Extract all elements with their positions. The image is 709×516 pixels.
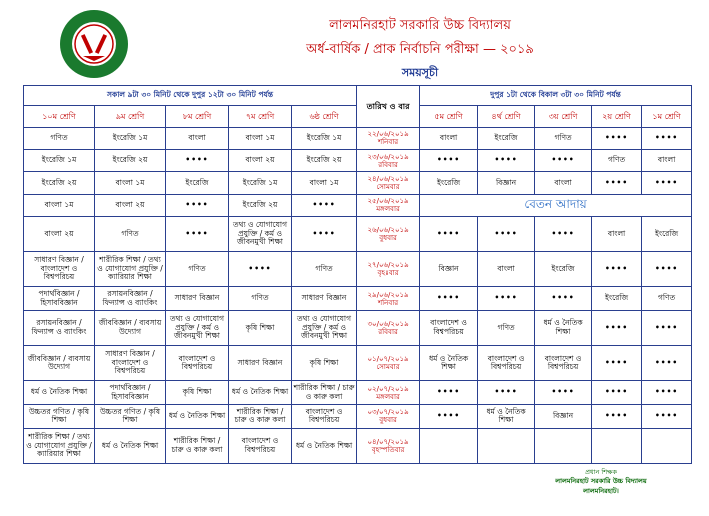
schedule-cell: •••• bbox=[292, 194, 357, 216]
schedule-cell: বাংলা ২য় bbox=[24, 217, 95, 252]
exam-day: রবিবার bbox=[378, 328, 398, 337]
schedule-cell: •••• bbox=[592, 311, 642, 346]
schedule-cell: রসায়নবিজ্ঞান / ফিন্যান্স ও ব্যাংকিং bbox=[24, 311, 95, 346]
schedule-cell: •••• bbox=[478, 381, 535, 405]
schedule-cell: ধর্ম ও নৈতিক শিক্ষা bbox=[535, 311, 592, 346]
schedule-cell: তথ্য ও যোগাযোগ প্রযুক্তি / কর্ম ও জীবনমুখী শিক্ষা bbox=[229, 217, 292, 252]
schedule-cell: ইংরেজি ২য় bbox=[95, 150, 166, 172]
class-header: ৭ম শ্রেণি bbox=[229, 105, 292, 127]
schedule-cell: রসায়নবিজ্ঞান / ফিন্যান্স ও ব্যাংকিং bbox=[95, 287, 166, 311]
date-cell bbox=[357, 428, 420, 463]
schedule-cell: •••• bbox=[420, 381, 478, 405]
schedule-cell: গণিত bbox=[166, 252, 229, 287]
exam-day: বৃহঃবার bbox=[377, 269, 399, 278]
exam-day: রবিবার bbox=[378, 160, 398, 169]
schedule-cell: •••• bbox=[535, 150, 592, 172]
schedule-cell: ইংরেজি ২য় bbox=[229, 194, 292, 216]
schedule-cell: •••• bbox=[166, 217, 229, 252]
schedule-cell: •••• bbox=[420, 405, 478, 429]
schedule-cell: ইংরেজি bbox=[478, 127, 535, 149]
schedule-cell: গণিত bbox=[24, 127, 95, 149]
schedule-cell: •••• bbox=[420, 150, 478, 172]
school-name: লালমনিরহাট সরকারি উচ্চ বিদ্যালয় bbox=[329, 18, 511, 33]
schedule-cell: বাংলাদেশ ও বিশ্বপরিচয় bbox=[166, 346, 229, 381]
schedule-row bbox=[24, 311, 692, 346]
schedule-cell: •••• bbox=[642, 311, 692, 346]
schedule-cell: বাংলা ১ম bbox=[229, 127, 292, 149]
class-header: ২য় শ্রেণি bbox=[592, 105, 642, 127]
class-header: ৮ম শ্রেণি bbox=[166, 105, 229, 127]
schedule-cell: •••• bbox=[642, 127, 692, 149]
date-cell bbox=[357, 252, 420, 287]
schedule-cell: জীববিজ্ঞান / ব্যবসায় উদ্যোগ bbox=[95, 311, 166, 346]
schedule-cell: •••• bbox=[478, 287, 535, 311]
schedule-cell: বাংলা bbox=[592, 217, 642, 252]
schedule-cell: তথ্য ও যোগাযোগ প্রযুক্তি / কর্ম ও জীবনমুখী শিক্ষা bbox=[292, 311, 357, 346]
date-cell bbox=[357, 346, 420, 381]
date-cell bbox=[357, 150, 420, 172]
schedule-cell: ইংরেজি ২য় bbox=[292, 150, 357, 172]
exam-day: বৃহস্পতিবার bbox=[371, 445, 405, 454]
date-cell bbox=[357, 287, 420, 311]
exam-day: শনিবার bbox=[378, 298, 399, 307]
signature-school: লালমনিরহাট সরকারি উচ্চ বিদ্যালয় bbox=[555, 477, 647, 486]
schedule-cell: ইংরেজি bbox=[535, 252, 592, 287]
schedule-cell: •••• bbox=[478, 150, 535, 172]
schedule-cell: গণিত bbox=[642, 287, 692, 311]
school-logo bbox=[53, 8, 135, 80]
schedule-cell: কৃষি শিক্ষা bbox=[166, 381, 229, 405]
schedule-cell bbox=[478, 428, 535, 463]
schedule-cell: •••• bbox=[292, 217, 357, 252]
exam-date: ৩০/০৬/২০১৯ bbox=[367, 320, 409, 328]
exam-date: ২৯/০৬/২০১৯ bbox=[367, 290, 409, 299]
class-header: ৪র্থ শ্রেণি bbox=[478, 105, 535, 127]
schedule-row bbox=[24, 252, 692, 287]
schedule-cell: বাংলা bbox=[166, 127, 229, 149]
schedule-cell: বাংলা bbox=[535, 172, 592, 194]
exam-day: মঙ্গলবার bbox=[376, 205, 400, 214]
schedule-cell: •••• bbox=[592, 405, 642, 429]
date-day-header: তারিখ ও বার bbox=[357, 86, 420, 128]
exam-day: সোমবার bbox=[376, 183, 400, 192]
schedule-cell: বাংলা bbox=[478, 252, 535, 287]
exam-day: বুধবার bbox=[379, 234, 397, 243]
schedule-title: সময়সূচী bbox=[401, 66, 439, 79]
exam-date: ২৭/০৬/২০১৯ bbox=[367, 261, 409, 270]
schedule-row bbox=[24, 405, 692, 429]
schedule-cell: ধর্ম ও নৈতিক শিক্ষা bbox=[420, 346, 478, 381]
schedule-cell: ইংরেজি ১ম bbox=[24, 150, 95, 172]
schedule-cell: জীববিজ্ঞান / ব্যবসায় উদ্যোগ bbox=[24, 346, 95, 381]
date-cell bbox=[357, 311, 420, 346]
schedule-cell bbox=[642, 428, 692, 463]
schedule-cell: কৃষি শিক্ষা bbox=[292, 346, 357, 381]
schedule-cell: •••• bbox=[420, 217, 478, 252]
schedule-cell: ধর্ম ও নৈতিক শিক্ষা bbox=[292, 428, 357, 463]
schedule-cell bbox=[535, 428, 592, 463]
schedule-cell: •••• bbox=[592, 172, 642, 194]
schedule-cell: ইংরেজি ১ম bbox=[229, 172, 292, 194]
exam-day: মঙ্গলবার bbox=[376, 392, 400, 401]
schedule-cell: সাধারণ বিজ্ঞান / বাংলাদেশ ও বিশ্বপরিচয় bbox=[24, 252, 95, 287]
exam-date: ০৩/০৭/২০১৯ bbox=[367, 408, 409, 417]
schedule-cell: ধর্ম ও নৈতিক শিক্ষা bbox=[166, 405, 229, 429]
schedule-cell: শারীরিক শিক্ষা / চারু ও কারু কলা bbox=[292, 381, 357, 405]
signature-place: লালমনিরহাট। bbox=[583, 486, 619, 495]
schedule-cell: •••• bbox=[535, 287, 592, 311]
schedule-cell: শারীরিক শিক্ষা / তথ্য ও যোগাযোগ প্রযুক্তি / ক্যারিয়ার শিক্ষা bbox=[24, 428, 95, 463]
schedule-cell: গণিত bbox=[292, 252, 357, 287]
schedule-cell: •••• bbox=[642, 381, 692, 405]
date-cell bbox=[357, 381, 420, 405]
exam-date: ২৫/০৬/২০১৯ bbox=[367, 197, 409, 206]
schedule-cell: শারীরিক শিক্ষা / তথ্য ও যোগাযোগ প্রযুক্তি / ক্যারিয়ার শিক্ষা bbox=[95, 252, 166, 287]
schedule-cell: •••• bbox=[642, 172, 692, 194]
class-header: ৩য় শ্রেণি bbox=[535, 105, 592, 127]
exam-schedule-table bbox=[23, 85, 692, 464]
schedule-cell: পদার্থবিজ্ঞান / হিসাববিজ্ঞান bbox=[24, 287, 95, 311]
exam-day: বুধবার bbox=[379, 416, 397, 425]
class-header: ৯ম শ্রেণি bbox=[95, 105, 166, 127]
signature-block bbox=[526, 468, 676, 496]
schedule-cell: •••• bbox=[166, 194, 229, 216]
schedule-cell: ধর্ম ও নৈতিক শিক্ষা bbox=[478, 405, 535, 429]
schedule-cell: বাংলাদেশ ও বিশ্বপরিচয় bbox=[420, 311, 478, 346]
schedule-row bbox=[24, 172, 692, 194]
afternoon-session-header: দুপুর ১টা থেকে বিকাল ৩টা ৩০ মিনিট পর্যন্ত bbox=[420, 86, 692, 106]
schedule-row bbox=[24, 217, 692, 252]
schedule-cell: বাংলা ১ম bbox=[95, 172, 166, 194]
schedule-cell: সাধারণ বিজ্ঞান bbox=[229, 346, 292, 381]
schedule-cell: গণিত bbox=[229, 287, 292, 311]
exam-date: ২৪/০৬/২০১৯ bbox=[367, 175, 409, 184]
schedule-cell: ইংরেজি ১ম bbox=[292, 127, 357, 149]
schedule-cell: তথ্য ও যোগাযোগ প্রযুক্তি / কর্ম ও জীবনমুখী শিক্ষা bbox=[166, 311, 229, 346]
schedule-cell: বাংলাদেশ ও বিশ্বপরিচয় bbox=[292, 405, 357, 429]
schedule-cell: •••• bbox=[420, 287, 478, 311]
schedule-cell: •••• bbox=[166, 150, 229, 172]
schedule-cell: •••• bbox=[642, 252, 692, 287]
schedule-cell: শারীরিক শিক্ষা / চারু ও কারু কলা bbox=[229, 405, 292, 429]
date-cell bbox=[357, 127, 420, 149]
schedule-cell: উচ্চতর গণিত / কৃষি শিক্ষা bbox=[24, 405, 95, 429]
schedule-cell: পদার্থবিজ্ঞান / হিসাববিজ্ঞান bbox=[95, 381, 166, 405]
schedule-row bbox=[24, 150, 692, 172]
exam-title: অর্ধ-বার্ষিক / প্রাক নির্বাচনি পরীক্ষা — ২০১৯ bbox=[306, 42, 534, 57]
schedule-cell: বাংলাদেশ ও বিশ্বপরিচয় bbox=[535, 346, 592, 381]
schedule-cell: •••• bbox=[592, 381, 642, 405]
schedule-cell: •••• bbox=[592, 346, 642, 381]
exam-date: ২৬/০৬/২০১৯ bbox=[367, 226, 409, 235]
class-header: ১০ম শ্রেণি bbox=[24, 105, 95, 127]
exam-date: ২৩/০৬/২০১৯ bbox=[367, 152, 409, 161]
session-header-row bbox=[24, 86, 692, 106]
date-cell bbox=[357, 172, 420, 194]
schedule-row bbox=[24, 127, 692, 149]
schedule-cell: বাংলা ১ম bbox=[292, 172, 357, 194]
exam-date: ০২/০৭/২০১৯ bbox=[367, 384, 409, 393]
schedule-cell: গণিত bbox=[478, 311, 535, 346]
schedule-cell: বাংলা bbox=[642, 150, 692, 172]
schedule-cell: ইংরেজি ২য় bbox=[24, 172, 95, 194]
schedule-cell: •••• bbox=[592, 252, 642, 287]
schedule-cell bbox=[592, 428, 642, 463]
class-header: ৫ম শ্রেণি bbox=[420, 105, 478, 127]
schedule-row bbox=[24, 428, 692, 463]
schedule-cell: গণিত bbox=[592, 150, 642, 172]
schedule-cell: ধর্ম ও নৈতিক শিক্ষা bbox=[24, 381, 95, 405]
exam-date: ০৪/০৭/২০১৯ bbox=[367, 437, 409, 446]
schedule-cell: বাংলা ২য় bbox=[95, 194, 166, 216]
schedule-cell: বাংলাদেশ ও বিশ্বপরিচয় bbox=[478, 346, 535, 381]
date-cell bbox=[357, 194, 420, 216]
schedule-cell: বাংলা ২য় bbox=[229, 150, 292, 172]
schedule-cell: ইংরেজি bbox=[592, 287, 642, 311]
schedule-cell: সাধারণ বিজ্ঞান / বাংলাদেশ ও বিশ্বপরিচয় bbox=[95, 346, 166, 381]
date-cell bbox=[357, 217, 420, 252]
class-header: ৬ষ্ঠ শ্রেণি bbox=[292, 105, 357, 127]
schedule-cell: উচ্চতর গণিত / কৃষি শিক্ষা bbox=[95, 405, 166, 429]
schedule-cell: ধর্ম ও নৈতিক শিক্ষা bbox=[95, 428, 166, 463]
schedule-cell: বাংলাদেশ ও বিশ্বপরিচয় bbox=[229, 428, 292, 463]
schedule-cell: •••• bbox=[535, 217, 592, 252]
schedule-cell: কৃষি শিক্ষা bbox=[229, 311, 292, 346]
schedule-cell: •••• bbox=[478, 217, 535, 252]
exam-day: সোমবার bbox=[376, 363, 400, 372]
schedule-cell: গণিত bbox=[95, 217, 166, 252]
schedule-cell: •••• bbox=[592, 127, 642, 149]
schedule-cell: •••• bbox=[535, 381, 592, 405]
date-cell bbox=[357, 405, 420, 429]
schedule-cell: শারীরিক শিক্ষা / চারু ও কারু কলা bbox=[166, 428, 229, 463]
schedule-cell bbox=[420, 428, 478, 463]
schedule-cell: বিজ্ঞান bbox=[535, 405, 592, 429]
schedule-cell: ইংরেজি bbox=[420, 172, 478, 194]
schedule-cell: গণিত bbox=[535, 127, 592, 149]
schedule-cell: বাংলা ১ম bbox=[24, 194, 95, 216]
schedule-row bbox=[24, 346, 692, 381]
exam-day: শনিবার bbox=[378, 138, 399, 147]
schedule-cell: ধর্ম ও নৈতিক শিক্ষা bbox=[229, 381, 292, 405]
class-header: ১ম শ্রেণি bbox=[642, 105, 692, 127]
fee-collection-cell: বেতন আদায় bbox=[420, 194, 692, 216]
schedule-cell: ইংরেজি bbox=[642, 217, 692, 252]
schedule-cell: ইংরেজি bbox=[166, 172, 229, 194]
schedule-row bbox=[24, 381, 692, 405]
exam-date: ০১/০৭/২০১৯ bbox=[367, 355, 409, 364]
schedule-cell: সাধারণ বিজ্ঞান bbox=[166, 287, 229, 311]
schedule-cell: •••• bbox=[642, 346, 692, 381]
schedule-cell: •••• bbox=[642, 405, 692, 429]
schedule-cell: সাধারণ বিজ্ঞান bbox=[292, 287, 357, 311]
schedule-row bbox=[24, 287, 692, 311]
schedule-row bbox=[24, 194, 692, 216]
schedule-cell: বিজ্ঞান bbox=[478, 172, 535, 194]
schedule-cell: বিজ্ঞান bbox=[420, 252, 478, 287]
morning-session-header: সকাল ৯টা ৩০ মিনিট থেকে দুপুর ১২টা ৩০ মিনিট পর্যন্ত bbox=[24, 86, 357, 106]
schedule-cell: •••• bbox=[229, 252, 292, 287]
schedule-cell: ইংরেজি ১ম bbox=[95, 127, 166, 149]
schedule-cell: বাংলা bbox=[420, 127, 478, 149]
page-header bbox=[0, 0, 709, 86]
signature-title: প্রধান শিক্ষক bbox=[585, 468, 617, 476]
exam-date: ২২/০৬/২০১৯ bbox=[367, 130, 409, 139]
